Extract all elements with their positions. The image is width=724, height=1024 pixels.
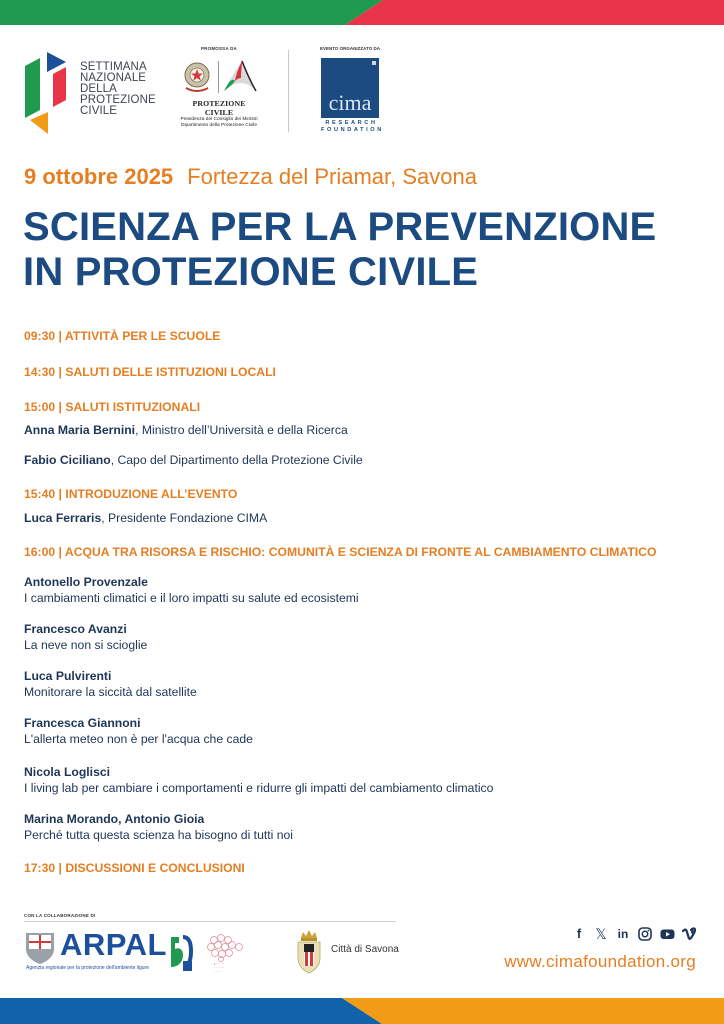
snpc-text-line: SETTIMANA [80,61,147,73]
speaker-role: , Presidente Fondazione CIMA [101,511,268,525]
programme [24,328,714,876]
talk [24,668,714,700]
promoter-subtitle-1: Presidenza del Consiglio dei Ministri [180,117,258,122]
x-icon[interactable]: 𝕏 [595,926,607,942]
snpc-text-line: CIVILE [80,105,118,117]
event-dateline [24,164,477,190]
speaker-role: , Ministro dell’Università e della Ricerca [135,423,348,437]
session-heading: 15:00 | SALUTI ISTITUZIONALI [24,400,201,414]
talk [24,715,714,747]
event-title [23,205,713,295]
speaker-line [24,422,714,438]
talk-title: La neve non si scioglie [24,638,148,652]
cima-logo [321,58,379,118]
collaboration-caption: CON LA COLLABORAZIONE DI [24,913,96,918]
speaker-name: Fabio Ciciliano [24,453,111,467]
snpc-logo-text [80,62,180,117]
session-heading: 15:40 | INTRODUZIONE ALL’EVENTO [24,487,238,501]
talk-speaker: Marina Morando, Antonio Gioia [24,812,205,826]
talk-title: I cambiamenti climatici e il loro impatti su salute ed ecosistemi [24,591,359,605]
top-bar-green [0,0,383,25]
savona-text: Città di Savona [331,944,399,955]
promoter-block [178,46,260,129]
talk-speaker: Nicola Loglisci [24,765,111,779]
talk-speaker: Francesca Giannoni [24,716,141,730]
talk-title: L'allerta meteo non è per l'acqua che cade [24,732,253,746]
promoter-emblems [178,59,260,97]
vimeo-icon[interactable] [682,927,696,941]
liguria-shield-icon [24,931,56,965]
snpc-mark-icon [22,48,74,134]
cima-logo-word: cima [328,90,372,115]
speaker-line [24,452,714,468]
cima-logo-foundation: FOUNDATION [321,127,384,133]
promoter-subtitle-2: Dipartimento della Protezione Civile [181,123,257,128]
emblem-divider [218,61,219,93]
snpc-text-line: PROTEZIONE [80,94,156,106]
cima-logo-square [372,61,376,65]
event-title-line-2: IN PROTEZIONE CIVILE [23,250,479,294]
session-heading: 14:30 | SALUTI DELLE ISTITUZIONI LOCALI [24,365,276,379]
event-place: Fortezza del Priamar, Savona [187,164,477,189]
snpc-text-line: DELLA [80,83,117,95]
protezione-civile-emblem-icon [222,59,258,95]
promoted-by-caption: PROMOSSA DA [200,46,238,51]
social-icons [572,927,696,941]
collaboration-rule [24,921,396,922]
talk [24,574,714,606]
sistema-nazionale-logo [206,934,266,976]
talk [24,621,714,653]
top-bar-red [345,0,724,25]
talk [24,811,714,843]
facebook-icon[interactable]: f [576,926,582,941]
bottom-color-bar [0,998,724,1024]
talk-title: Perché tutta questa scienza ha bisogno di tutti noi [24,828,293,842]
event-date: 9 ottobre 2025 [24,164,174,189]
session-heading: 09:30 | ATTIVITÀ PER LE SCUOLE [24,329,221,343]
speaker-line [24,510,714,526]
top-color-bar [0,0,724,25]
arpal-50-years-icon [169,933,193,973]
website-link[interactable]: www.cimafoundation.org [504,952,696,971]
arpal-logo [24,927,194,975]
event-title-line-1: SCIENZA PER LA PREVENZIONE [23,205,657,249]
hexagon-network-icon [206,934,266,962]
header-divider [288,50,289,132]
promoter-title: PROTEZIONE CIVILE [192,99,246,117]
talk-speaker: Francesco Avanzi [24,622,127,636]
speaker-name: Anna Maria Bernini [24,423,136,437]
talk-title: Monitorare la siccità dal satellite [24,685,197,699]
snpc-text-line: NAZIONALE [80,72,147,84]
arpal-wordmark: ARPAL [60,927,167,962]
sistema-nazionale-text: • · · · · · · · · · · · · · [214,962,225,974]
instagram-icon[interactable] [638,927,652,941]
settimana-nazionale-logo [22,48,172,134]
arpal-subtitle: Agenzia regionale per la protezione dell'ambiente ligure [26,965,149,971]
organized-by-caption: EVENTO ORGANIZZATO DA [319,46,380,51]
youtube-icon[interactable] [660,927,674,941]
bottom-bar-orange [342,998,724,1024]
talk-speaker: Antonello Provenzale [24,575,148,589]
linkedin-icon[interactable]: in [617,927,629,941]
citta-di-savona-logo [295,928,405,974]
speaker-name: Luca Ferraris [24,511,102,525]
savona-coat-of-arms-icon [295,928,323,974]
session-heading: 17:30 | DISCUSSIONI E CONCLUSIONI [24,861,245,875]
italian-republic-emblem-icon [182,59,212,95]
talk-speaker: Luca Pulvirenti [24,669,112,683]
bottom-bar-blue [0,998,382,1024]
session-heading: 16:00 | ACQUA TRA RISORSA E RISCHIO: COMUNITÀ E SCIENZA DI FRONTE AL CAMBIAMENTO CLIMATICO [24,545,657,559]
speaker-role: , Capo del Dipartimento della Protezione Civile [110,453,363,467]
organizer-block [318,46,382,134]
cima-logo-research: RESEARCH [325,120,378,126]
talk [24,764,714,796]
talk-title: I living lab per cambiare i comportamenti e ridurre gli impatti del cambiamento climatico [24,781,494,795]
